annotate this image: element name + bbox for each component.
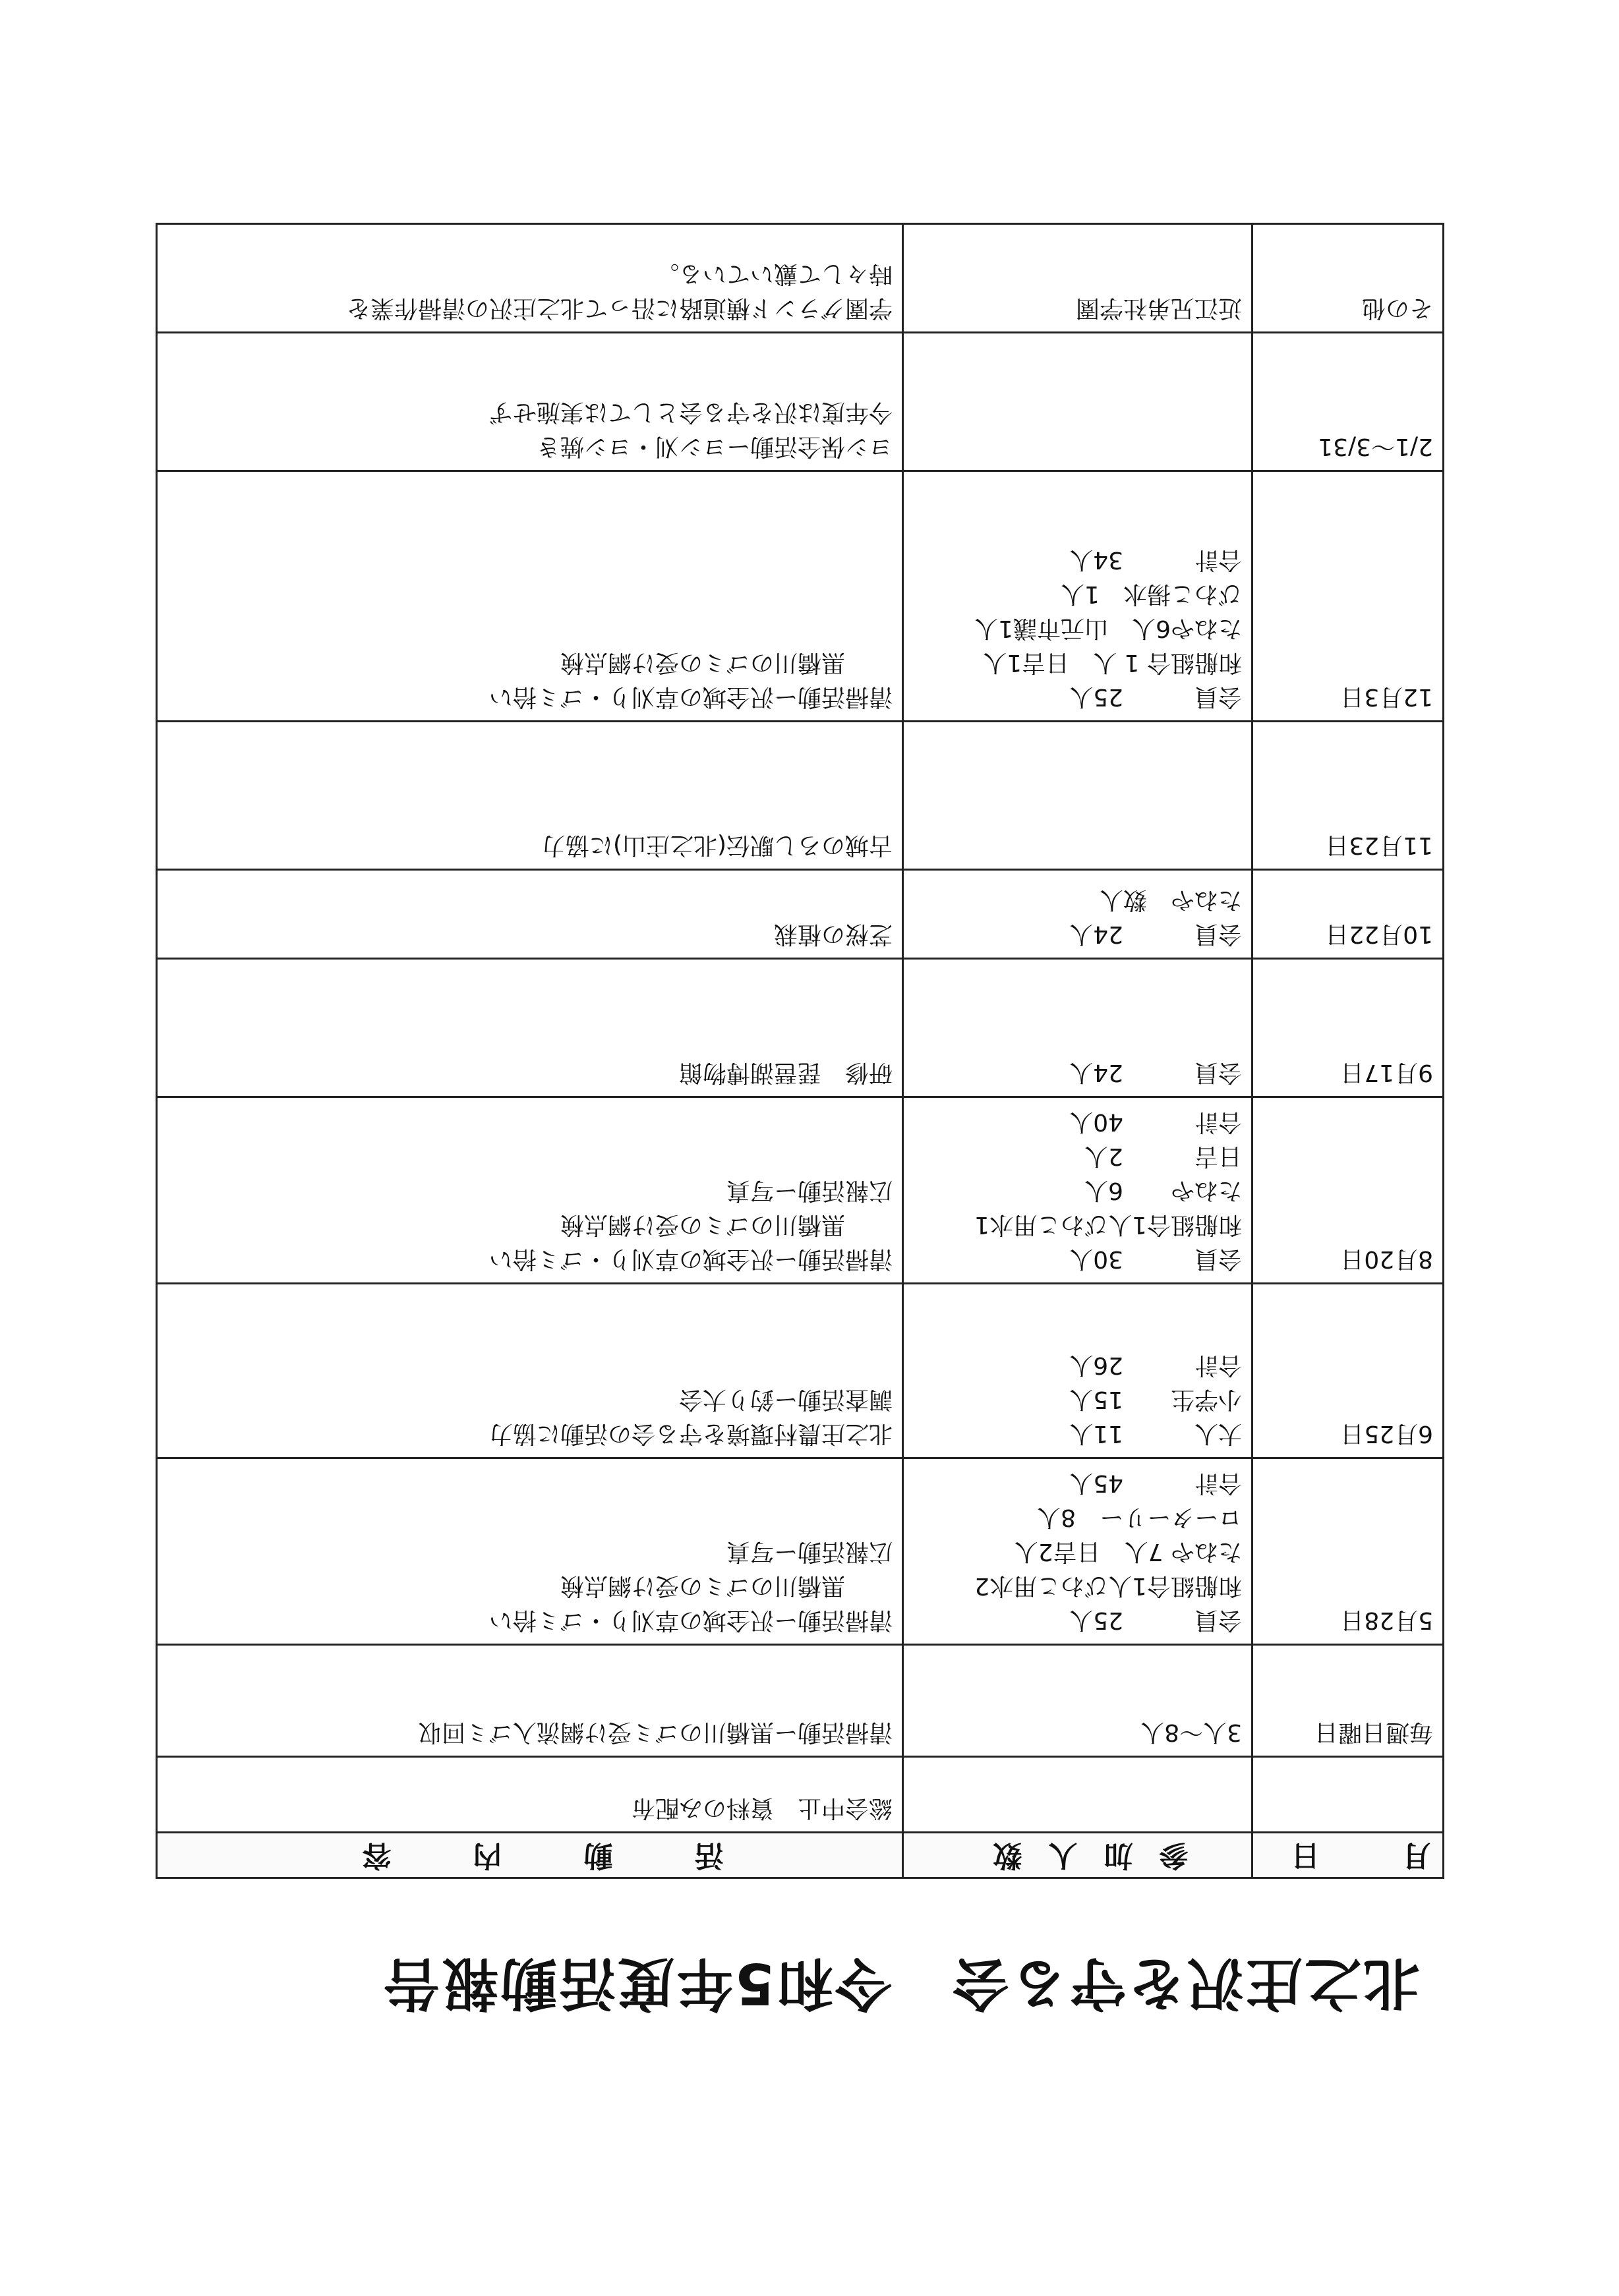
activity-line: 学園グランド横道路に沿って北之庄沢の清掃作業を (346, 295, 893, 322)
table-row (157, 1757, 1444, 1833)
cell-date: 11月23日 (1252, 722, 1444, 870)
table-header-row (157, 1833, 1444, 1878)
participant-line: 合計 26人 (1069, 1352, 1242, 1379)
cell-date (1252, 1757, 1444, 1833)
cell-participants (903, 1458, 1252, 1645)
header-date: 月 日 (1252, 1833, 1444, 1878)
participant-line: 会員 25人 (1069, 683, 1242, 710)
cell-date: 8月20日 (1252, 1097, 1444, 1284)
cell-date: 2/1～3/31 (1252, 333, 1444, 471)
participant-line: 和船組合1人びわこ用水2 (974, 1572, 1242, 1599)
cell-activity (157, 471, 903, 722)
cell-date: 12月3日 (1252, 471, 1444, 722)
cell-participants (903, 224, 1252, 333)
cell-participants (903, 333, 1252, 471)
participant-line: たねや 6人 (1084, 1177, 1242, 1204)
header-participants: 参加人数 (903, 1833, 1252, 1878)
header-activity: 活 動 内 容 (157, 1833, 903, 1878)
cell-activity (157, 722, 903, 870)
activity-line: 黒橋川のゴミの受け網点検 (560, 1572, 893, 1599)
cell-activity (157, 1757, 903, 1833)
participant-line: ローターリー 8人 (1037, 1504, 1242, 1531)
cell-date: 9月17日 (1252, 959, 1444, 1097)
activity-line: 黒橋川のゴミの受け網点検 (560, 1211, 893, 1238)
activity-line: 古城のろし駅伝(北之庄山)に協力 (541, 832, 893, 859)
cell-activity (157, 1645, 903, 1757)
activity-line: 清掃活動ー沢全域の草刈り・ゴミ拾い (488, 1607, 893, 1634)
cell-participants (903, 1757, 1252, 1833)
activity-report-table (156, 223, 1444, 1879)
cell-participants (903, 870, 1252, 959)
table-row (157, 1097, 1444, 1284)
participant-line: 合計 45人 (1069, 1470, 1242, 1497)
table-row (157, 722, 1444, 870)
cell-participants (903, 1097, 1252, 1284)
participant-line: 会員 25人 (1069, 1607, 1242, 1634)
cell-date: 6月25日 (1252, 1284, 1444, 1458)
table-row (157, 1284, 1444, 1458)
cell-activity (157, 959, 903, 1097)
cell-activity (157, 224, 903, 333)
activity-line: 広報活動ー写真 (726, 1177, 893, 1204)
document-title: 北之庄沢を守る会 令和5年度活動報告 (381, 1950, 1420, 2016)
table-row (157, 224, 1444, 333)
participant-line: 会員 24人 (1069, 1059, 1242, 1086)
activity-line: 清掃活動ー沢全域の草刈り・ゴミ拾い (488, 1246, 893, 1273)
participant-line: 会員 24人 (1069, 921, 1242, 948)
activity-line: 北之庄農村環境を守る会の活動に協力 (488, 1420, 893, 1447)
activity-line: 広報活動ー写真 (726, 1538, 893, 1565)
activity-line: ヨシ保全活動ーヨシ刈・ヨシ焼き (536, 433, 893, 460)
cell-activity (157, 1458, 903, 1645)
cell-date: その他 (1252, 224, 1444, 333)
table-row (157, 1458, 1444, 1645)
activity-line: 今年度は沢を守る会としては実施せず (488, 399, 893, 426)
activity-line: 清掃活動ー沢全域の草刈り・ゴミ拾い (488, 683, 893, 710)
table-row (157, 1645, 1444, 1757)
participant-line: 和船組合 1 人 日吉1人 (983, 649, 1242, 676)
cell-date: 10月22日 (1252, 870, 1444, 959)
activity-line: 芝桜の植栽 (773, 921, 893, 948)
activity-line: 黒橋川のゴミの受け網点検 (560, 649, 893, 676)
table-body (157, 224, 1444, 1833)
participant-line: 近江兄弟社学園 (1075, 295, 1242, 322)
participant-line: たねや 数人 (1099, 886, 1242, 913)
participant-line: 大人 11人 (1069, 1420, 1242, 1447)
participant-line: 会員 30人 (1069, 1246, 1242, 1273)
cell-participants (903, 471, 1252, 722)
cell-activity (157, 1284, 903, 1458)
cell-date: 毎週日曜日 (1252, 1645, 1444, 1757)
participant-line: たねや 7人 日吉2人 (1014, 1538, 1242, 1565)
cell-participants (903, 1645, 1252, 1757)
participant-line: たねや6人 山元市議1人 (974, 615, 1242, 642)
participant-line: 和船組合1人びわこ用水1 (974, 1211, 1242, 1238)
cell-activity (157, 1097, 903, 1284)
participant-line: 日吉 2人 (1084, 1143, 1242, 1170)
participant-line: 合計 40人 (1069, 1108, 1242, 1135)
cell-participants (903, 959, 1252, 1097)
participant-line: 3人～8人 (1140, 1719, 1242, 1746)
activity-line: 時々して戴いている。 (655, 260, 893, 287)
activity-line: 清掃活動ー黒橋川のゴミ受け網流入ゴミ回収 (417, 1719, 893, 1746)
activity-line: 調査活動ー釣り大会 (678, 1386, 893, 1413)
activity-line: 研修 琵琶湖博物館 (678, 1059, 893, 1086)
cell-participants (903, 1284, 1252, 1458)
participant-line: 合計 34人 (1069, 546, 1242, 573)
cell-activity (157, 870, 903, 959)
participant-line: びわこ揚水 1人 (1061, 581, 1242, 608)
table-row (157, 471, 1444, 722)
table-row (157, 959, 1444, 1097)
cell-date: 5月28日 (1252, 1458, 1444, 1645)
table-row (157, 870, 1444, 959)
participant-line: 小学生 15人 (1069, 1386, 1242, 1413)
activity-line: 総会中止 資料のみ配布 (631, 1794, 893, 1822)
cell-activity (157, 333, 903, 471)
cell-participants (903, 722, 1252, 870)
table-row (157, 333, 1444, 471)
